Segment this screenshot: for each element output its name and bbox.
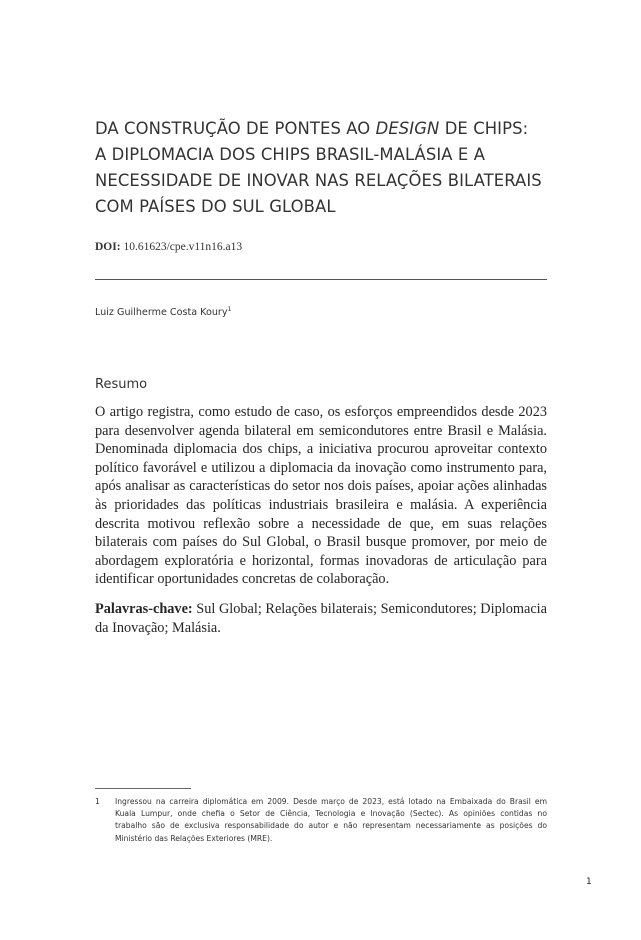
abstract-line: Denominada diplomacia dos chips, a iniciativa procurou aproveitar contexto bbox=[95, 441, 547, 458]
title-line-3: NECESSIDADE DE INOVAR NAS RELAÇÕES BILATERAIS bbox=[95, 171, 542, 190]
divider bbox=[95, 279, 547, 280]
author-footnote-ref: 1 bbox=[227, 306, 232, 313]
abstract-line: após analisar as características do setor nos dois países, apoiar ações alinhadas bbox=[95, 478, 547, 495]
keywords-line-2: da Inovação; Malásia. bbox=[95, 620, 221, 636]
title-line-4: COM PAÍSES DO SUL GLOBAL bbox=[95, 197, 336, 216]
page-number: 1 bbox=[586, 877, 592, 887]
keywords-label: Palavras-chave: bbox=[95, 601, 193, 617]
footnote-line: Ingressou na carreira diplomática em 2009. Desde março de 2023, está lotado na Embaixada do Brasil em bbox=[115, 797, 547, 806]
doi-label: DOI: bbox=[95, 241, 121, 253]
abstract-line: identificar oportunidades concretas de colaboração. bbox=[95, 571, 390, 588]
abstract-heading: Resumo bbox=[95, 377, 148, 392]
title-italic-design: DESIGN bbox=[375, 119, 440, 138]
title-line-1 bbox=[95, 116, 565, 142]
footnote-divider bbox=[95, 788, 191, 789]
title-line-2: A DIPLOMACIA DOS CHIPS BRASIL-MALÁSIA E A bbox=[95, 145, 486, 164]
footnote-number: 1 bbox=[95, 797, 100, 806]
doi bbox=[95, 241, 242, 253]
footnote-line: Kuala Lumpur, onde chefia o Setor de Ciência, Tecnologia e Inovação (Sectec). As opiniões contidas no bbox=[115, 809, 547, 819]
abstract-line: às prioridades das políticas industriais brasileira e malásia. A experiência bbox=[95, 496, 547, 513]
doi-value: 10.61623/cpe.v11n16.a13 bbox=[120, 241, 243, 253]
footnote-line: trabalho são de exclusiva responsabilidade do autor e não representam necessariamente as posições do bbox=[115, 821, 547, 831]
keywords-line-1 bbox=[95, 600, 547, 619]
keywords bbox=[95, 600, 547, 638]
abstract-body bbox=[95, 403, 547, 589]
abstract-line: político favorável e utilizou a diplomacia da inovação como instrumento para, bbox=[95, 459, 547, 476]
abstract-line: bilaterais com países do Sul Global, o Brasil busque promover, por meio de bbox=[95, 534, 547, 551]
author-line bbox=[95, 306, 231, 318]
footnote-text bbox=[115, 796, 547, 845]
abstract-line: O artigo registra, como estudo de caso, os esforços empreendidos desde 2023 bbox=[95, 404, 547, 420]
footnote-line: Ministério das Relações Exteriores (MRE). bbox=[115, 833, 273, 843]
author-name: Luiz Guilherme Costa Koury bbox=[95, 307, 228, 319]
abstract-line: abordagem exploratória e horizontal, formas inovadoras de articulação para bbox=[95, 552, 547, 569]
abstract-line: para desenvolver agenda bilateral em semicondutores entre Brasil e Malásia. bbox=[95, 422, 547, 439]
title-line-1-end: DE CHIPS: bbox=[439, 119, 529, 138]
title-line-1-start: DA CONSTRUÇÃO DE PONTES AO bbox=[95, 119, 376, 138]
keywords-text-1: Sul Global; Relações bilaterais; Semicondutores; Diplomacia bbox=[192, 601, 547, 617]
article-title bbox=[95, 116, 565, 220]
abstract-line: descrita motivou reflexão sobre a necessidade de que, em suas relações bbox=[95, 515, 547, 532]
